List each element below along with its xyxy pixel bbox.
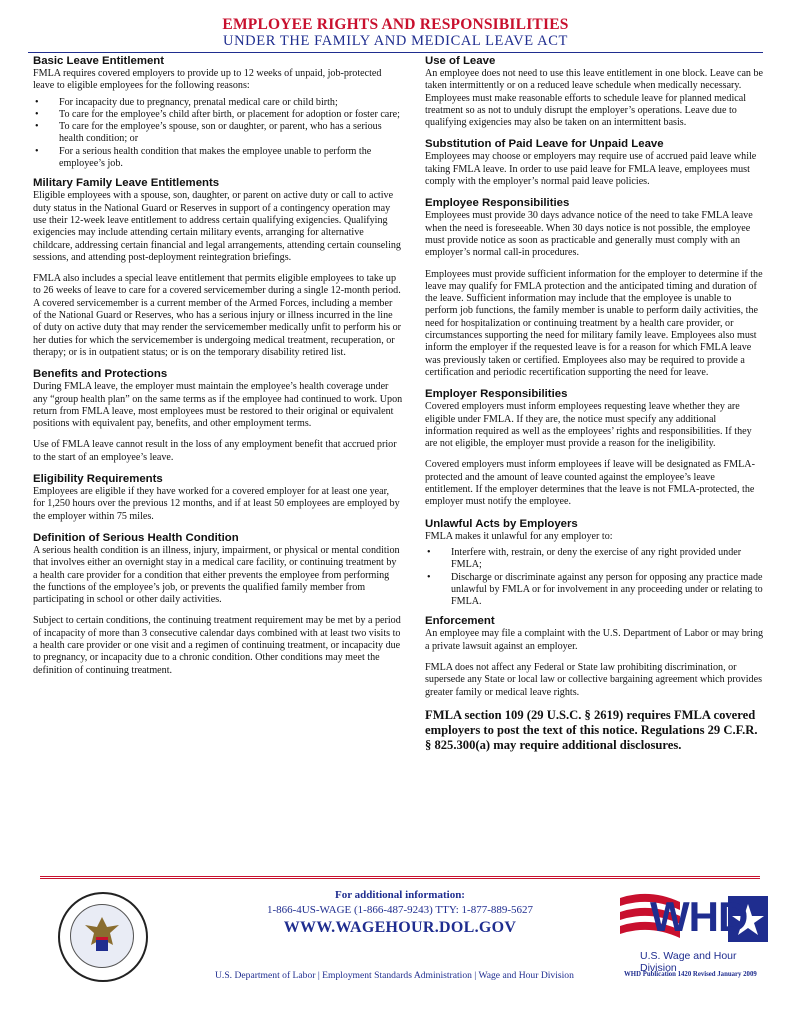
section-heading: Benefits and Protections [33,368,168,381]
posting-notice: FMLA section 109 (29 U.S.C. § 2619) requires FMLA covered employers to post the text of this notice. Regulations 29 C.F.R. § 825.300(a) may require additional disclosures. [425,707,758,752]
paragraph: FMLA requires covered employers to provide up to 12 weeks of unpaid, job-protected leave to eligible employees for the following reasons: [33,68,382,92]
section-benefits [33,368,403,464]
list-item: • For incapacity due to pregnancy, prenatal medical care or child birth; [33,97,403,109]
phone-numbers: 1-866-4US-WAGE (1-866-487-9243) TTY: 1-877-889-5627 [266,904,534,916]
paragraph: A serious health condition is an illness, injury, impairment, or physical or mental condition that involves either an overnight stay in a medical care facility, or continuing treatment by a health care provider for a condition that either prevents the employee from performing the functions of the employee’s job, or prevents the qualified family member from participating in school or other daily activities. [33,544,400,606]
section-military-leave [33,177,403,359]
left-column [33,55,403,686]
section-heading: Basic Leave Entitlement [33,55,165,67]
section-heading: Use of Leave [425,55,496,67]
dol-seal-logo [58,892,148,982]
section-heading: Enforcement [425,615,495,628]
section-heading: Military Family Leave Entitlements [33,177,220,190]
seal-emblem [70,904,134,968]
paragraph: During FMLA leave, the employer must maintain the employee’s health coverage under any “group health plan” on the same terms as if the employee had continued to work. Upon return from FMLA leave, most employees must be restored to their original or equivalent positions with equivalent pay, benefits, and other employment terms. [33,381,403,430]
bullet-list [33,97,403,171]
paragraph: An employee may file a complaint with the U.S. Department of Labor or may bring a private lawsuit against an employer. [425,628,764,652]
paragraph: Covered employers must inform employees if leave will be designated as FMLA-protected and the amount of leave counted against the employee’s leave entitlement. If the employer determines that the leave is not FMLA-protected, the employer must notify the employee. [425,459,755,508]
website-link[interactable]: WWW.WAGEHOUR.DOL.GOV [283,919,517,936]
section-heading: Employer Responsibilities [425,388,568,401]
footer-divider [40,876,760,877]
paragraph: An employee does not need to use this leave entitlement in one block. Leave can be taken intermittently or on a reduced leave schedule when medically necessary. Employees must make reasonable efforts to schedule leave for planned medical treatment so as not to unduly disrupt the employer’s operations. Leave due to qualifying exigencies may also be taken on an intermittent basis. [425,68,764,129]
right-column [425,55,765,753]
department-line: U.S. Department of Labor | Employment Standards Administration | Wage and Hour Division [215,970,574,981]
paragraph: Employees may choose or employers may require use of accrued paid leave while taking FMLA leave. In order to use paid leave for FMLA leave, employees must comply with the employer’s normal paid leave policies. [425,151,757,188]
section-basic-leave [33,55,403,170]
paragraph: Subject to certain conditions, the continuing treatment requirement may be met by a period of incapacity of more than 3 consecutive calendar days combined with at least two visits to a health care provider or one visit and a regimen of continuing treatment, or incapacity due to pregnancy, or incapacity due to a chronic condition. Other conditions may meet the definition of continuing treatment. [33,615,401,676]
list-item: • To care for the employee’s child after birth, or placement for adoption or foster care; [33,109,403,121]
whd-logo [620,878,770,978]
info-label: For additional information: [335,889,465,901]
section-heading: Definition of Serious Health Condition [33,531,239,544]
section-eligibility [33,473,403,523]
paragraph: Employees must provide 30 days advance notice of the need to take FMLA leave when the need is foreseeable. When 30 days notice is not possible, the employee must provide notice as soon as practicable and generally must comply with an employer’s normal call-in procedures. [425,210,753,259]
section-employer-responsibilities [425,388,765,508]
section-use-of-leave [425,55,765,129]
list-item: • To care for the employee’s spouse, son or daughter, or parent, who has a serious health condition; or [33,121,403,146]
list-item: • Discharge or discriminate against any person for opposing any practice made unlawful by FMLA or for involvement in any proceeding under or relating to FMLA. [425,572,765,609]
paragraph: FMLA makes it unlawful for any employer to: [425,530,613,542]
section-heading: Employee Responsibilities [425,197,570,210]
section-unlawful-acts [425,518,765,609]
eagle-icon [71,905,133,967]
page-title: EMPLOYEE RIGHTS AND RESPONSIBILITIES [222,16,569,33]
page-subtitle: UNDER THE FAMILY AND MEDICAL LEAVE ACT [223,33,568,49]
publication-info: WHD Publication 1420 Revised January 2009 [624,971,757,978]
list-item: • Interfere with, restrain, or deny the exercise of any right provided under FMLA; [425,547,765,572]
title-divider [28,52,763,53]
section-substitution [425,138,765,188]
whd-caption: U.S. Wage and Hour Division [640,950,737,974]
paragraph: Employees are eligible if they have worked for a covered employer for at least one year, for 1,250 hours over the previous 12 months, and if at least 50 employees are employed by the employer within 75 miles. [33,486,400,522]
paragraph: FMLA also includes a special leave entitlement that permits eligible employees to take up to 26 weeks of leave to care for a covered servicemember during a single 12-month period. A covered servicemember is a current member of the Armed Forces, including a member of the National Guard or Reserves, who has a serious injury or illness incurred in the line of duty on active duty that may render the servicemember medically unfit to perform his or her duties for which the servicemember is undergoing medical treatment, recuperation, or therapy; or is in outpatient status; or is on the temporary disability retired list. [33,273,402,358]
section-employee-responsibilities [425,197,765,379]
section-definition [33,532,403,677]
section-heading: Unlawful Acts by Employers [425,517,578,530]
paragraph: Eligible employees with a spouse, son, daughter, or parent on active duty or call to active duty status in the National Guard or Reserves in support of a contingency operation may use their 12-week leave entitlement to address certain qualifying exigencies. Qualifying exigencies may include attending certain military events, arranging for alternative childcare, addressing certain financial and legal arrangements, attending certain counseling sessions, and attending post-deployment reintegration briefings. [33,190,401,263]
section-heading: Substitution of Paid Leave for Unpaid Leave [425,138,664,151]
section-heading: Eligibility Requirements [33,473,163,486]
paragraph: Covered employers must inform employees requesting leave whether they are eligible under FMLA. If they are, the notice must specify any additional information required as well as the employees’ rights and responsibilities. If they are not eligible, the employer must provide a reason for the ineligibility. [425,401,752,450]
bullet-list [425,547,765,608]
paragraph: Use of FMLA leave cannot result in the loss of any employment benefit that accrued prior to the start of an employee’s leave. [33,439,397,463]
whd-logo-text: WHD [650,893,748,940]
paragraph: FMLA does not affect any Federal or State law prohibiting discrimination, or supersede any State or local law or collective bargaining agreement which provides greater family or medical leave rights. [425,661,762,698]
list-item: • For a serious health condition that makes the employee unable to perform the employee’s job. [33,146,403,171]
section-enforcement [425,615,765,698]
paragraph: Employees must provide sufficient information for the employer to determine if the leave may qualify for FMLA protection and the anticipated timing and duration of the leave. Sufficient information may include that the employee is unable to perform job functions, the family member is unable to perform daily activities, the need for hospitalization or continuing treatment by a health care provider, or circumstances supporting the need for military family leave. Employees also must inform the employer if the requested leave is for a reason for which FMLA leave was previously taken or certified. Employees also may be required to provide a certification and periodic recertification supporting the need for leave. [425,268,763,378]
